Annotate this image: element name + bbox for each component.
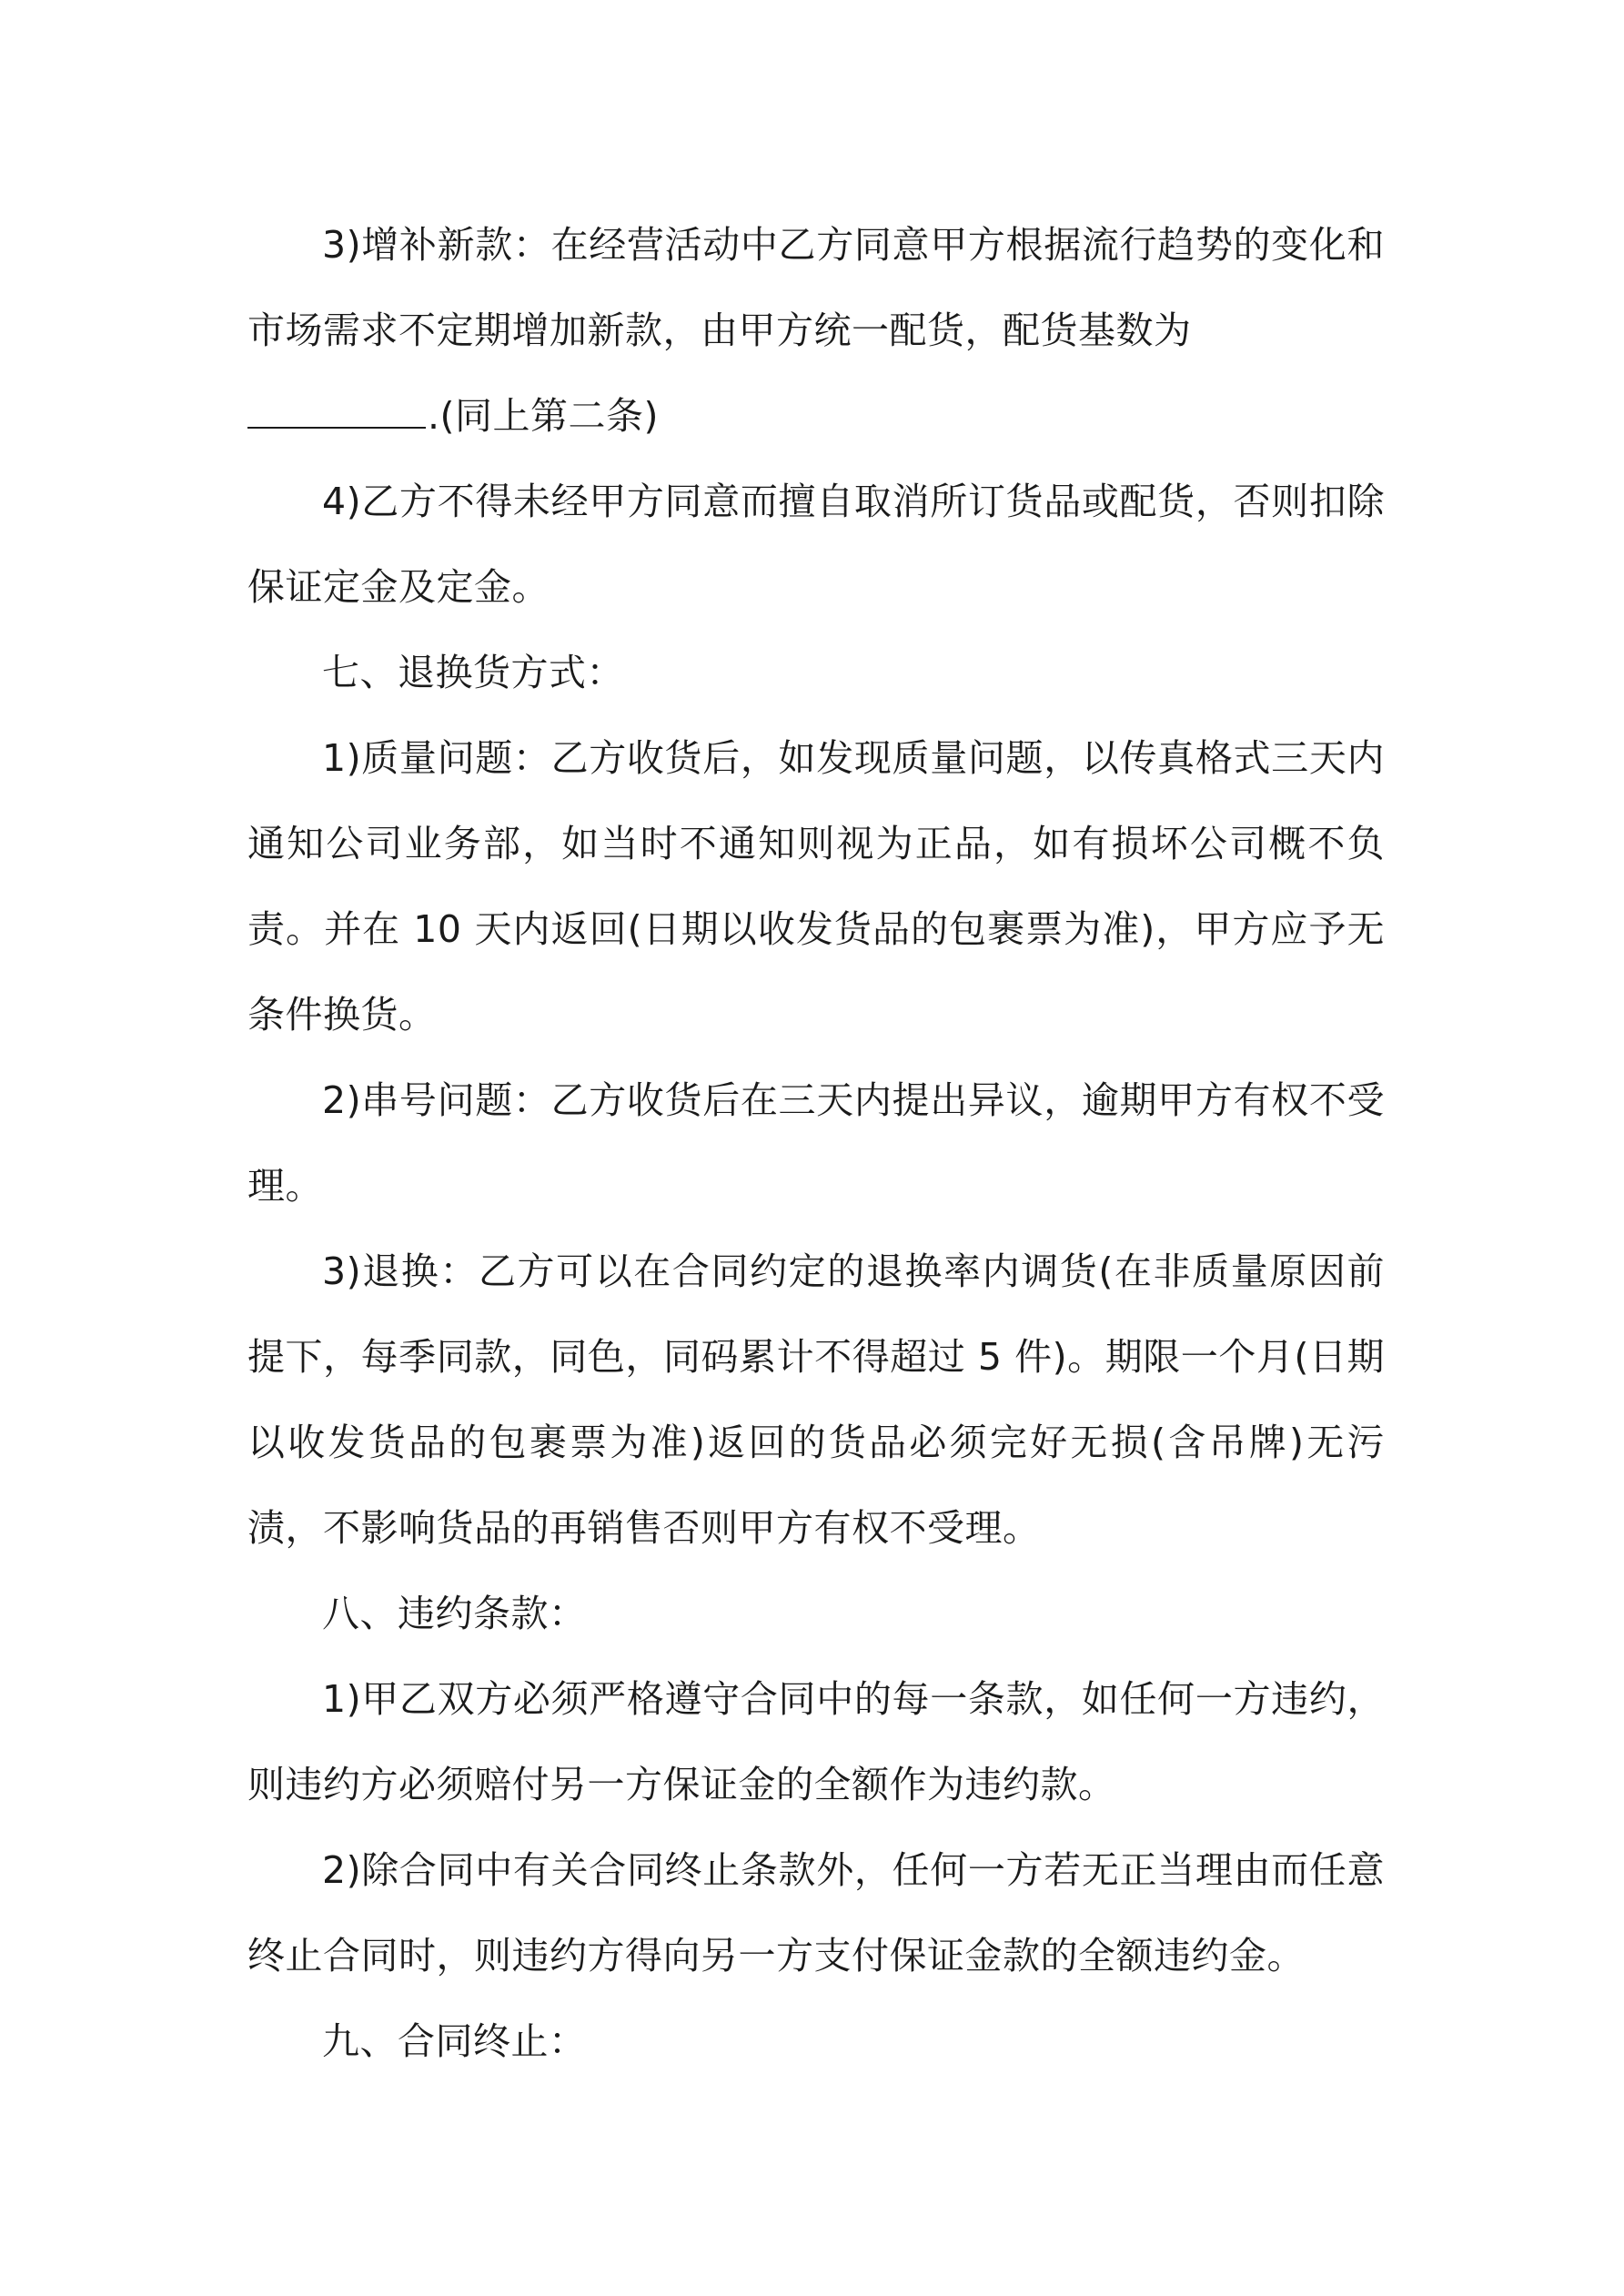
paragraph-quality-issue: 1)质量问题：乙方收货后，如发现质量问题，以传真格式三天内通知公司业务部，如当时不通知则视为正品，如有损坏公司概不负责。并在 10 天内返回(日期以收发货品的包裹票为准)，甲方应予无条件换货。	[247, 736, 1385, 1037]
section-heading-termination: 九、合同终止：	[322, 2019, 587, 2063]
paragraph-serial-issue: 2)串号问题：乙方收货后在三天内提出异议，逾期甲方有权不受理。	[247, 1078, 1385, 1208]
document-body	[247, 202, 1385, 2084]
fill-in-blank-line	[247, 396, 426, 429]
paragraph-new-styles-text: 3)增补新款：在经营活动中乙方同意甲方根据流行趋势的变化和市场需求不定期增加新款，由甲方统一配货，配货基数为	[247, 223, 1385, 352]
paragraph-new-styles-tail: .(同上第二条)	[428, 394, 660, 438]
section-heading-breach: 八、违约条款：	[322, 1592, 587, 1635]
paragraph-cancel-order: 4)乙方不得未经甲方同意而擅自取消所订货品或配货，否则扣除保证定金及定金。	[247, 480, 1385, 609]
paragraph-breach-termination: 2)除合同中有关合同终止条款外，任何一方若无正当理由而任意终止合同时，则违约方得向另一方支付保证金款的全额违约金。	[247, 1848, 1385, 1977]
paragraph-breach-compensation: 1)甲乙双方必须严格遵守合同中的每一条款，如任何一方违约，则违约方必须赔付另一方保证金的全额作为违约款。	[247, 1677, 1385, 1806]
paragraph-new-styles	[247, 202, 1385, 459]
section-heading-returns: 七、退换货方式：	[322, 651, 624, 694]
paragraph-exchange: 3)退换：乙方可以在合同约定的退换率内调货(在非质量原因前提下，每季同款，同色，同码累计不得超过 5 件)。期限一个月(日期以收发货品的包裹票为准)返回的货品必须完好无损(含吊牌)无污渍，不影响货品的再销售否则甲方有权不受理。	[247, 1249, 1385, 1550]
